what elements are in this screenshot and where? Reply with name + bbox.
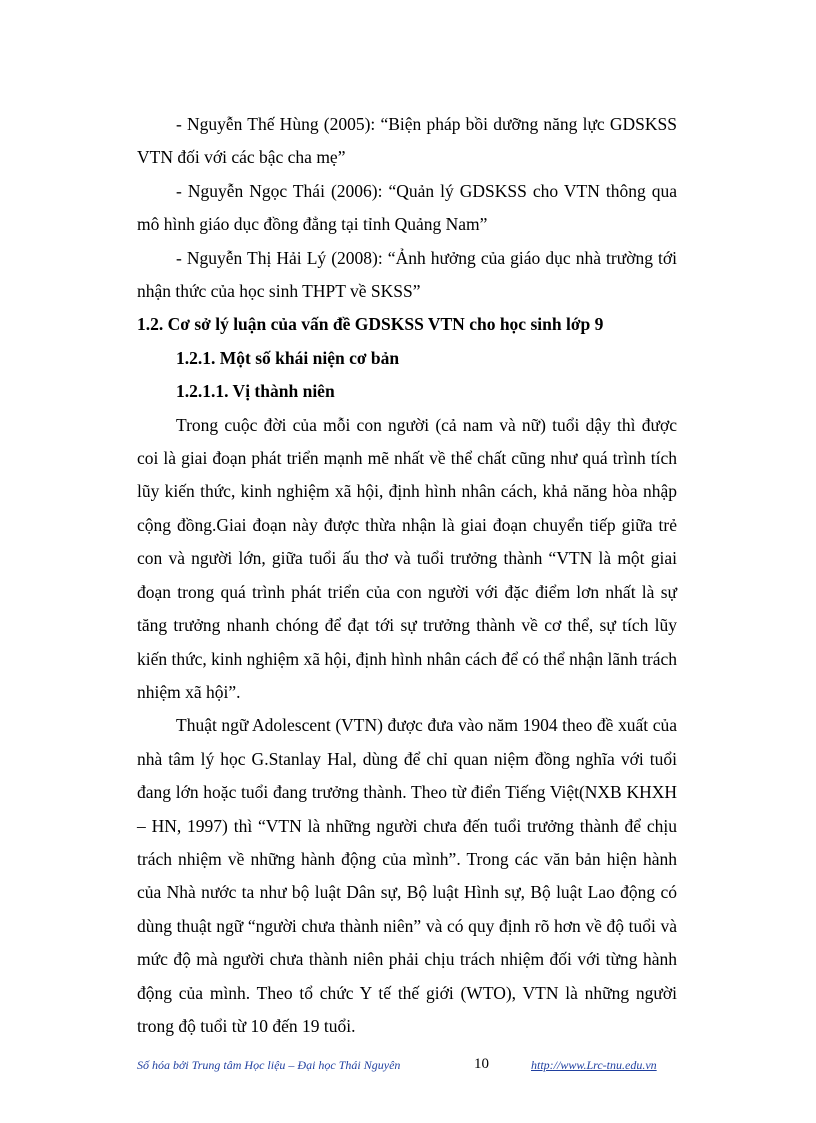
body-paragraph-terminology: Thuật ngữ Adolescent (VTN) được đưa vào năm 1904 theo đề xuất của nhà tâm lý học G.Stanlay Hal, dùng để chỉ quan niệm đồng nghĩa với tuổi đang lớn hoặc tuổi đang trưởng thành. Theo từ điển Tiếng Việt(NXB KHXH – HN, 1997) thì “VTN là những người chưa đến tuổi trưởng thành để chịu trách nhiệm về những hành động của mình”. Trong các văn bản hiện hành của Nhà nước ta như bộ luật Dân sự, Bộ luật Hình sự, Bộ luật Lao động có dùng thuật ngữ “người chưa thành niên” và có quy định rõ hơn về độ tuổi và mức độ mà người chưa thành niên phải chịu trách nhiệm đối với từng hành động của mình. Theo tổ chức Y tế thế giới (WTO), VTN là những người trong độ tuổi từ 10 đến 19 tuổi. [137, 715, 677, 1036]
body-paragraph-adolescence: Trong cuộc đời của mỗi con người (cả nam và nữ) tuổi dậy thì được coi là giai đoạn phát triển mạnh mẽ nhất về thể chất cũng như quá trình tích lũy kiến thức, kinh nghiệm xã hội, định hình nhân cách, khả năng hòa nhập cộng đồng.Giai đoạn này được thừa nhận là giai đoạn chuyển tiếp giữa trẻ con và người lớn, giữa tuổi ấu thơ và tuổi trưởng thành “VTN là một giai đoạn trong quá trình phát triển của con người với đặc điểm lơn nhất là sự tăng trưởng nhanh chóng để đạt tới sự trưởng thành về cơ thể, sự tích lũy kiến thức, kinh nghiệm xã hội, định hình nhân cách để có thể nhận lãnh trách nhiệm xã hội”. [137, 414, 677, 702]
footer-source: Số hóa bởi Trung tâm Học liệu – Đại học Thái Nguyên [137, 1058, 401, 1072]
section-heading-1-2: 1.2. Cơ sở lý luận của vấn đề GDSKSS VTN cho học sinh lớp 9 [137, 314, 604, 335]
page-number: 10 [474, 1056, 489, 1072]
section-heading-1-2-1: 1.2.1. Một số khái niện cơ bản [176, 347, 400, 368]
document-body [137, 108, 677, 1043]
page-footer [137, 1058, 677, 1078]
reference-paragraph-2: - Nguyễn Ngọc Thái (2006): “Quản lý GDSKSS cho VTN thông qua mô hình giáo dục đồng đẳng tại tỉnh Quảng Nam” [137, 180, 677, 235]
reference-paragraph-3: - Nguyễn Thị Hải Lý (2008): “Ảnh hưởng của giáo dục nhà trường tới nhận thức của học sinh THPT về SKSS” [137, 247, 677, 302]
reference-paragraph-1: - Nguyễn Thế Hùng (2005): “Biện pháp bồi dưỡng năng lực GDSKSS VTN đối với các bậc cha mẹ” [137, 114, 677, 168]
section-heading-1-2-1-1: 1.2.1.1. Vị thành niên [176, 381, 335, 402]
footer-link[interactable]: http://www.Lrc-tnu.edu.vn [531, 1058, 657, 1072]
